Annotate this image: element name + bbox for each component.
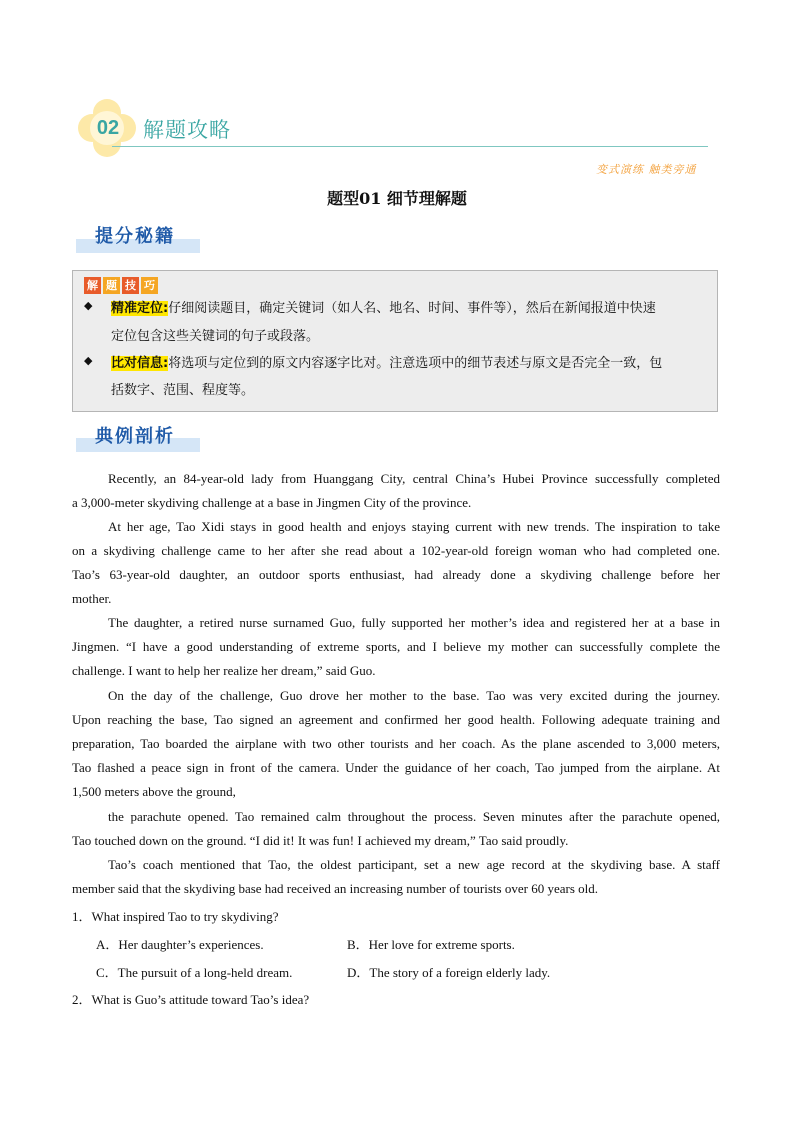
passage-line: At her age, Tao Xidi stays in good health and enjoys staying current with new trends. The inspiration to take	[108, 519, 720, 534]
tip-1-label: 精准定位:	[111, 301, 169, 316]
section-divider	[112, 146, 708, 147]
tip-1-line-1: 精准定位:仔细阅读题目，确定关键词（如人名、地名、时间、事件等），然后在新闻报道中快速	[111, 301, 656, 316]
passage-line: Tao’s coach mentioned that Tao, the oldest participant, set a new age record at the skydiving base. A staff	[108, 857, 720, 872]
tip-2-line-1: 比对信息:将选项与定位到的原文内容逐字比对。注意选项中的细节表述与原文是否完全一致，包	[111, 356, 663, 371]
passage-line: on a skydiving challenge came to her after she read about a 102-year-old foreign woman who had completed one.	[72, 543, 720, 558]
passage-line: a 3,000-meter skydiving challenge at a base in Jingmen City of the province.	[72, 495, 472, 510]
tips-tag-1: 解	[84, 277, 101, 294]
question-1-option-d[interactable]: D．The story of a foreign elderly lady.	[347, 965, 551, 980]
passage-line: challenge. I want to help her realize her dream,” said Guo.	[72, 663, 376, 678]
tip-1-line-2: 定位包含这些关键词的句子或段落。	[111, 329, 320, 344]
page-title: 题型01 细节理解题	[327, 189, 467, 208]
passage-line: the parachute opened. Tao remained calm throughout the process. Seven minutes after the parachute opened,	[108, 809, 720, 824]
passage-line: Upon reaching the base, Tao signed an agreement and confirmed her good health. Following adequate training and	[72, 712, 720, 727]
diamond-bullet-icon: ◆	[84, 299, 93, 312]
section-number: 02	[96, 117, 120, 139]
passage-line: On the day of the challenge, Guo drove her mother to the base. Tao was very excited during the journey.	[108, 688, 720, 703]
passage-line: Jingmen. “I have a good understanding of extreme sports, and I believe my mother can successfully complete the	[72, 639, 720, 654]
section-title: 解题攻略	[143, 118, 231, 142]
question-1-option-b[interactable]: B．Her love for extreme sports.	[347, 937, 515, 952]
passage-line: mother.	[72, 591, 112, 606]
tip-2-label: 比对信息:	[111, 356, 169, 371]
passage-line: The daughter, a retired nurse surnamed Guo, fully supported her mother’s idea and registered her at a base in	[108, 615, 720, 630]
diamond-bullet-icon: ◆	[84, 354, 93, 367]
section-subtitle: 变式演练 触类旁通	[596, 163, 697, 176]
passage-line: Recently, an 84-year-old lady from Huanggang City, central China’s Hubei Province successfully completed	[108, 471, 720, 486]
tips-tag-3: 技	[122, 277, 139, 294]
tips-tag-2: 题	[103, 277, 120, 294]
tip-2-line-2: 括数字、范围、程度等。	[111, 383, 255, 398]
passage-line: Tao touched down on the ground. “I did it! It was fun! I achieved my dream,” Tao said proudly.	[72, 833, 569, 848]
question-1-option-a[interactable]: A．Her daughter’s experiences.	[96, 937, 264, 952]
tips-heading: 提分秘籍	[95, 226, 175, 247]
passage-line: Tao flashed a peace sign in front of the camera. Under the guidance of her coach, Tao jumped from the airplane. At	[72, 760, 720, 775]
passage-line: Tao’s 63-year-old daughter, an outdoor sports enthusiast, had already done a skydiving challenge before her	[72, 567, 720, 582]
question-1-stem: 1．What inspired Tao to try skydiving?	[72, 909, 279, 924]
passage-line: preparation, Tao boarded the airplane with two other tourists and her coach. As the plane ascended to 3,000 meters,	[72, 736, 720, 751]
question-2-stem: 2．What is Guo’s attitude toward Tao’s idea?	[72, 992, 310, 1007]
example-heading: 典例剖析	[95, 426, 175, 447]
question-1-option-c[interactable]: C．The pursuit of a long-held dream.	[96, 965, 293, 980]
tips-tag-4: 巧	[141, 277, 158, 294]
passage-line: member said that the skydiving base had received an increasing number of tourists over 60 years old.	[72, 881, 598, 896]
passage-line: 1,500 meters above the ground,	[72, 784, 236, 799]
